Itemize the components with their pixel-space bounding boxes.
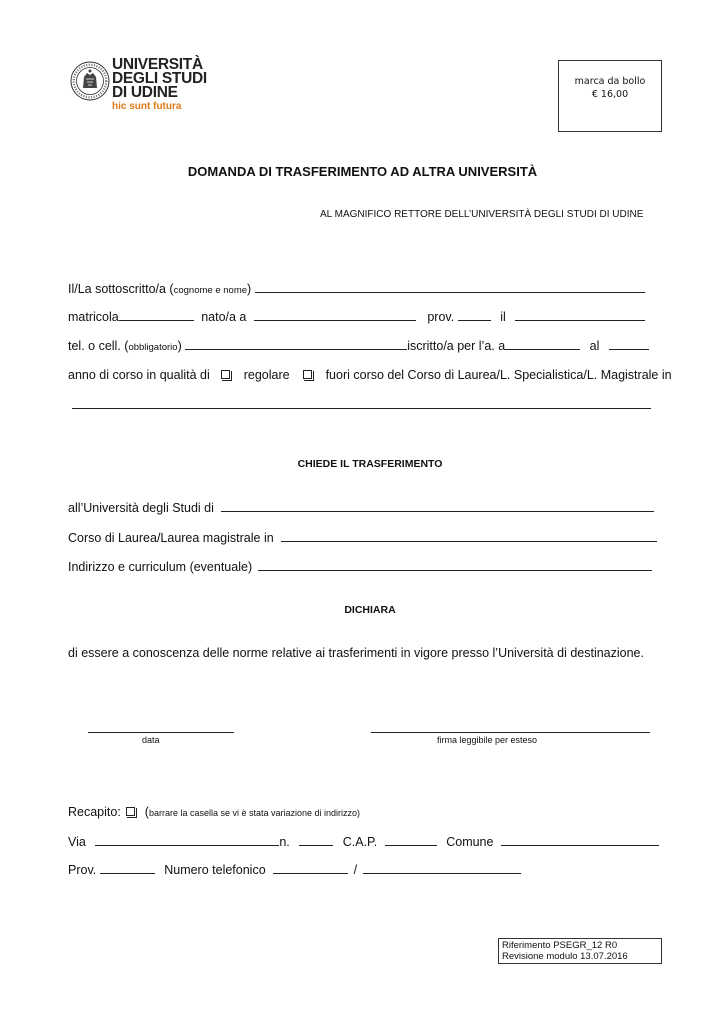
regolare-label: regolare	[243, 368, 290, 382]
recapito-hint: barrare la casella se vi è stata variazione di indirizzo)	[148, 808, 361, 818]
logo-line-1: UNIVERSITÀ	[112, 56, 203, 73]
sottoscritto-label: Il/La sottoscritto/a (	[68, 282, 174, 296]
row-anno-corso	[68, 368, 672, 382]
recapito-prov-label: Prov.	[68, 863, 97, 877]
addressee: AL MAGNIFICO RETTORE DELL’UNIVERSITÀ DEGLI STUDI DI UDINE	[320, 209, 644, 220]
indirizzo-label: Indirizzo e curriculum (eventuale)	[68, 560, 253, 574]
numero-telefonico-label: Numero telefonico	[164, 863, 266, 877]
cap-label: C.A.P.	[342, 835, 378, 849]
tel-label: tel. o cell. (	[68, 339, 129, 353]
tel-close: )	[177, 339, 182, 353]
tel-hint: obbligatorio	[128, 342, 178, 353]
anno-corso-label: anno di corso in qualità di	[68, 368, 210, 382]
numero-civico-label: n.	[279, 835, 290, 849]
revisione-text: Revisione modulo 13.07.2016	[502, 951, 628, 962]
fuori-corso-checkbox[interactable]	[303, 370, 312, 379]
regolare-checkbox[interactable]	[221, 370, 230, 379]
prov-nascita-field[interactable]	[458, 309, 491, 321]
riferimento-text: Riferimento PSEGR_12 R0	[502, 940, 618, 951]
cognome-nome-field[interactable]	[255, 281, 645, 293]
anno-accademico-da-field[interactable]	[505, 338, 580, 350]
anno-accademico-a-field[interactable]	[609, 338, 649, 350]
recapito-label: Recapito:	[68, 805, 121, 819]
sottoscritto-close: )	[247, 282, 252, 296]
il-label: il	[500, 310, 506, 324]
firma-field[interactable]	[371, 721, 650, 733]
revenue-stamp-box	[558, 60, 662, 132]
logo-line-2: DEGLI STUDI	[112, 70, 207, 87]
comune-field[interactable]	[501, 834, 659, 846]
matricola-field[interactable]	[119, 309, 194, 321]
row-matricola	[68, 309, 645, 324]
prov-label: prov.	[427, 310, 455, 324]
row-sottoscritto	[68, 281, 645, 296]
university-seal-icon	[70, 61, 110, 101]
recapito-prov-field[interactable]	[100, 862, 155, 874]
al-label: al	[589, 339, 600, 353]
row-corso	[68, 530, 657, 545]
stamp-amount: € 16,00	[591, 89, 629, 100]
row-via	[68, 834, 659, 849]
numero-telefonico-field[interactable]	[363, 862, 521, 874]
firma-label: firma leggibile per esteso	[437, 735, 538, 745]
variazione-indirizzo-checkbox[interactable]	[126, 807, 135, 816]
row-prov-telefono	[68, 862, 521, 877]
recapito-hint-open: (	[144, 805, 149, 819]
row-universita	[68, 500, 654, 515]
comune-label: Comune	[446, 835, 494, 849]
universita-destinazione-field[interactable]	[221, 500, 654, 512]
nato-label: nato/a a	[201, 310, 247, 324]
logo-line-3: DI UDINE	[112, 84, 178, 101]
document-title: DOMANDA DI TRASFERIMENTO AD ALTRA UNIVERSITÀ	[187, 164, 538, 179]
telefono-slash: /	[353, 863, 358, 877]
dichiara-heading: DICHIARA	[344, 604, 396, 616]
corso-di-laurea-field[interactable]	[72, 397, 651, 409]
telefono-field[interactable]	[185, 338, 407, 350]
corso-destinazione-field[interactable]	[281, 530, 657, 542]
corso-label: Corso di Laurea/Laurea magistrale in	[68, 531, 274, 545]
matricola-label: matricola	[68, 310, 119, 324]
row-recapito	[68, 805, 360, 819]
row-telefono	[68, 338, 649, 353]
cap-field[interactable]	[385, 834, 437, 846]
prefisso-field[interactable]	[273, 862, 348, 874]
luogo-nascita-field[interactable]	[254, 309, 416, 321]
logo-tagline: hic sunt futura	[112, 101, 182, 112]
curriculum-field[interactable]	[258, 559, 652, 571]
chiede-heading: CHIEDE IL TRASFERIMENTO	[297, 458, 443, 470]
numero-civico-field[interactable]	[299, 834, 333, 846]
iscritto-label: iscritto/a per l’a. a	[407, 339, 506, 353]
dichiara-text: di essere a conoscenza delle norme relative ai trasferimenti in vigore presso l’Università di destinazione.	[68, 646, 644, 660]
stamp-label: marca da bollo	[574, 76, 646, 87]
data-label: data	[142, 735, 160, 745]
data-nascita-field[interactable]	[515, 309, 645, 321]
data-field[interactable]	[88, 721, 234, 733]
row-indirizzo	[68, 559, 652, 574]
via-label: Via	[68, 835, 86, 849]
fuori-corso-label: fuori corso del Corso di Laurea/L. Specialistica/L. Magistrale in	[325, 368, 672, 382]
via-field[interactable]	[95, 834, 279, 846]
reference-box	[498, 938, 662, 964]
sottoscritto-hint: cognome e nome	[173, 285, 248, 296]
universita-label: all’Università degli Studi di	[68, 501, 214, 515]
